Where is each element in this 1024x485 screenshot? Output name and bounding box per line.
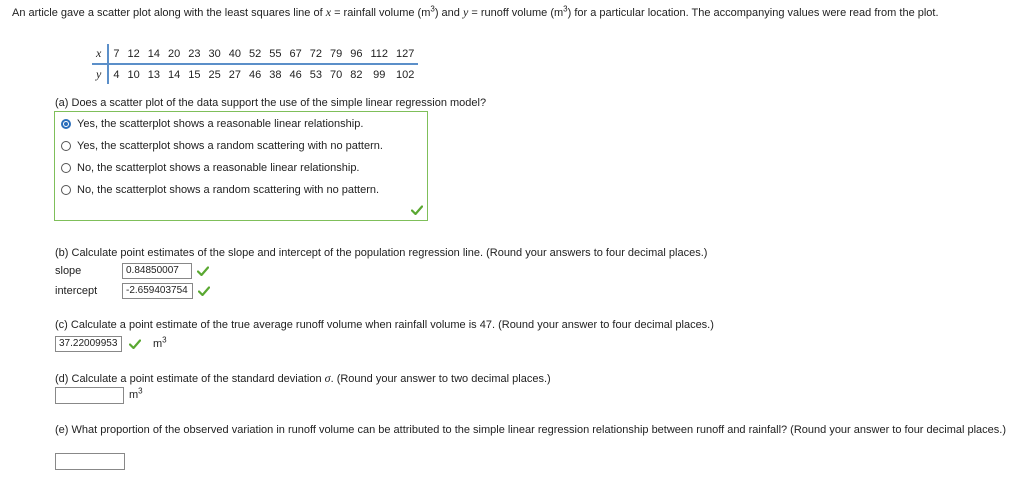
y-cell: 70 bbox=[329, 68, 343, 81]
y-cell: 46 bbox=[289, 68, 302, 81]
x-cell: 67 bbox=[285, 44, 305, 64]
correct-check-icon bbox=[198, 286, 210, 296]
part-d-question bbox=[55, 370, 551, 387]
option-3-label: No, the scatterplot shows a reasonable linear relationship. bbox=[77, 162, 360, 174]
intro-text-2: = rainfall volume (m bbox=[331, 7, 431, 19]
option-2[interactable] bbox=[61, 140, 383, 152]
part-d-text-2: . (Round your answer to two decimal places.) bbox=[330, 373, 551, 385]
sigma-symbol: σ bbox=[324, 371, 331, 385]
option-2-label: Yes, the scatterplot shows a random scattering with no pattern. bbox=[77, 140, 383, 152]
radio-icon[interactable] bbox=[61, 163, 71, 173]
runoff-estimate-input[interactable]: 37.22009953 bbox=[55, 336, 122, 352]
correct-check-icon bbox=[197, 266, 209, 276]
unit-text: m bbox=[129, 389, 139, 401]
intro-text-4: = runoff volume (m bbox=[468, 7, 564, 19]
x-cell: 79 bbox=[326, 44, 346, 64]
x-cell: 96 bbox=[346, 44, 366, 64]
radio-icon[interactable] bbox=[61, 141, 71, 151]
y-cell: 25 bbox=[208, 68, 221, 81]
option-4-label: No, the scatterplot shows a random scattering with no pattern. bbox=[77, 184, 380, 196]
y-cell: 15 bbox=[188, 68, 201, 81]
x-cell: 40 bbox=[225, 44, 245, 64]
correct-check-icon bbox=[411, 205, 423, 215]
y-cell: 27 bbox=[228, 68, 241, 81]
x-cell: 112 bbox=[366, 44, 392, 64]
y-cell: 38 bbox=[269, 68, 282, 81]
intro-sup-1: 3 bbox=[430, 4, 435, 14]
y-cell: 53 bbox=[309, 68, 322, 81]
part-d-text-1: (d) Calculate a point estimate of the standard deviation bbox=[55, 373, 325, 385]
intercept-input[interactable]: -2.659403754 bbox=[122, 283, 193, 299]
part-c-question: (c) Calculate a point estimate of the true average runoff volume when rainfall volume is 47. (Round your answer to four decimal places.) bbox=[55, 319, 714, 331]
x-row bbox=[92, 44, 418, 64]
radio-selected-icon[interactable] bbox=[61, 119, 71, 129]
x-cell: 14 bbox=[144, 44, 164, 64]
intro-text-1: An article gave a scatter plot along with the least squares line of bbox=[12, 7, 326, 19]
x-cell: 12 bbox=[123, 44, 143, 64]
option-3[interactable] bbox=[61, 162, 360, 174]
correct-check-icon bbox=[129, 339, 141, 349]
problem-intro bbox=[12, 4, 1012, 22]
part-b-question: (b) Calculate point estimates of the slope and intercept of the population regression line. (Round your answers to four decimal places.) bbox=[55, 247, 708, 259]
x-cell: 52 bbox=[245, 44, 265, 64]
y-cell: 99 bbox=[373, 68, 386, 81]
part-a-answer-box bbox=[54, 111, 428, 221]
y-row-label: y bbox=[92, 64, 108, 84]
x-cell: 23 bbox=[184, 44, 204, 64]
option-4[interactable] bbox=[61, 184, 379, 196]
y-cell: 13 bbox=[147, 68, 160, 81]
option-1-label: Yes, the scatterplot shows a reasonable linear relationship. bbox=[77, 118, 364, 130]
y-cell: 4 bbox=[113, 68, 120, 81]
intro-text-5: ) for a particular location. The accompanying values were read from the plot. bbox=[567, 7, 939, 19]
part-a-question: (a) Does a scatter plot of the data support the use of the simple linear regression model? bbox=[55, 97, 487, 109]
intercept-label: intercept bbox=[55, 285, 98, 297]
std-dev-input[interactable] bbox=[55, 387, 124, 404]
x-cell: 72 bbox=[306, 44, 326, 64]
y-cell: 10 bbox=[127, 68, 140, 81]
y-cell: 102 bbox=[396, 68, 415, 81]
y-cell: 14 bbox=[167, 68, 181, 81]
option-1[interactable] bbox=[61, 118, 363, 130]
slope-input[interactable]: 0.84850007 bbox=[122, 263, 192, 279]
intro-text-3: ) and bbox=[434, 7, 463, 19]
part-d-unit bbox=[129, 386, 143, 401]
x-cell: 7 bbox=[108, 44, 123, 64]
proportion-input[interactable] bbox=[55, 453, 125, 470]
data-table bbox=[92, 44, 418, 84]
intro-sup-2: 3 bbox=[563, 4, 568, 14]
x-row-label: x bbox=[92, 44, 108, 64]
intro-var-x: x bbox=[325, 5, 332, 19]
x-cell: 55 bbox=[265, 44, 285, 64]
y-cell: 82 bbox=[350, 68, 363, 81]
unit-text: m bbox=[153, 338, 163, 350]
intro-var-y: y bbox=[462, 5, 469, 19]
y-cell: 46 bbox=[248, 68, 262, 81]
x-cell: 20 bbox=[164, 44, 184, 64]
part-e-question: (e) What proportion of the observed variation in runoff volume can be attributed to the simple linear regression relationship between runoff and rainfall? (Round your answer to four decimal places.) bbox=[55, 424, 1007, 436]
unit-sup: 3 bbox=[162, 335, 167, 345]
radio-icon[interactable] bbox=[61, 185, 71, 195]
unit-sup: 3 bbox=[138, 386, 143, 396]
part-c-unit bbox=[153, 335, 167, 350]
x-cell: 127 bbox=[392, 44, 418, 64]
x-cell: 30 bbox=[204, 44, 224, 64]
slope-label: slope bbox=[55, 265, 82, 277]
y-row bbox=[92, 64, 418, 84]
